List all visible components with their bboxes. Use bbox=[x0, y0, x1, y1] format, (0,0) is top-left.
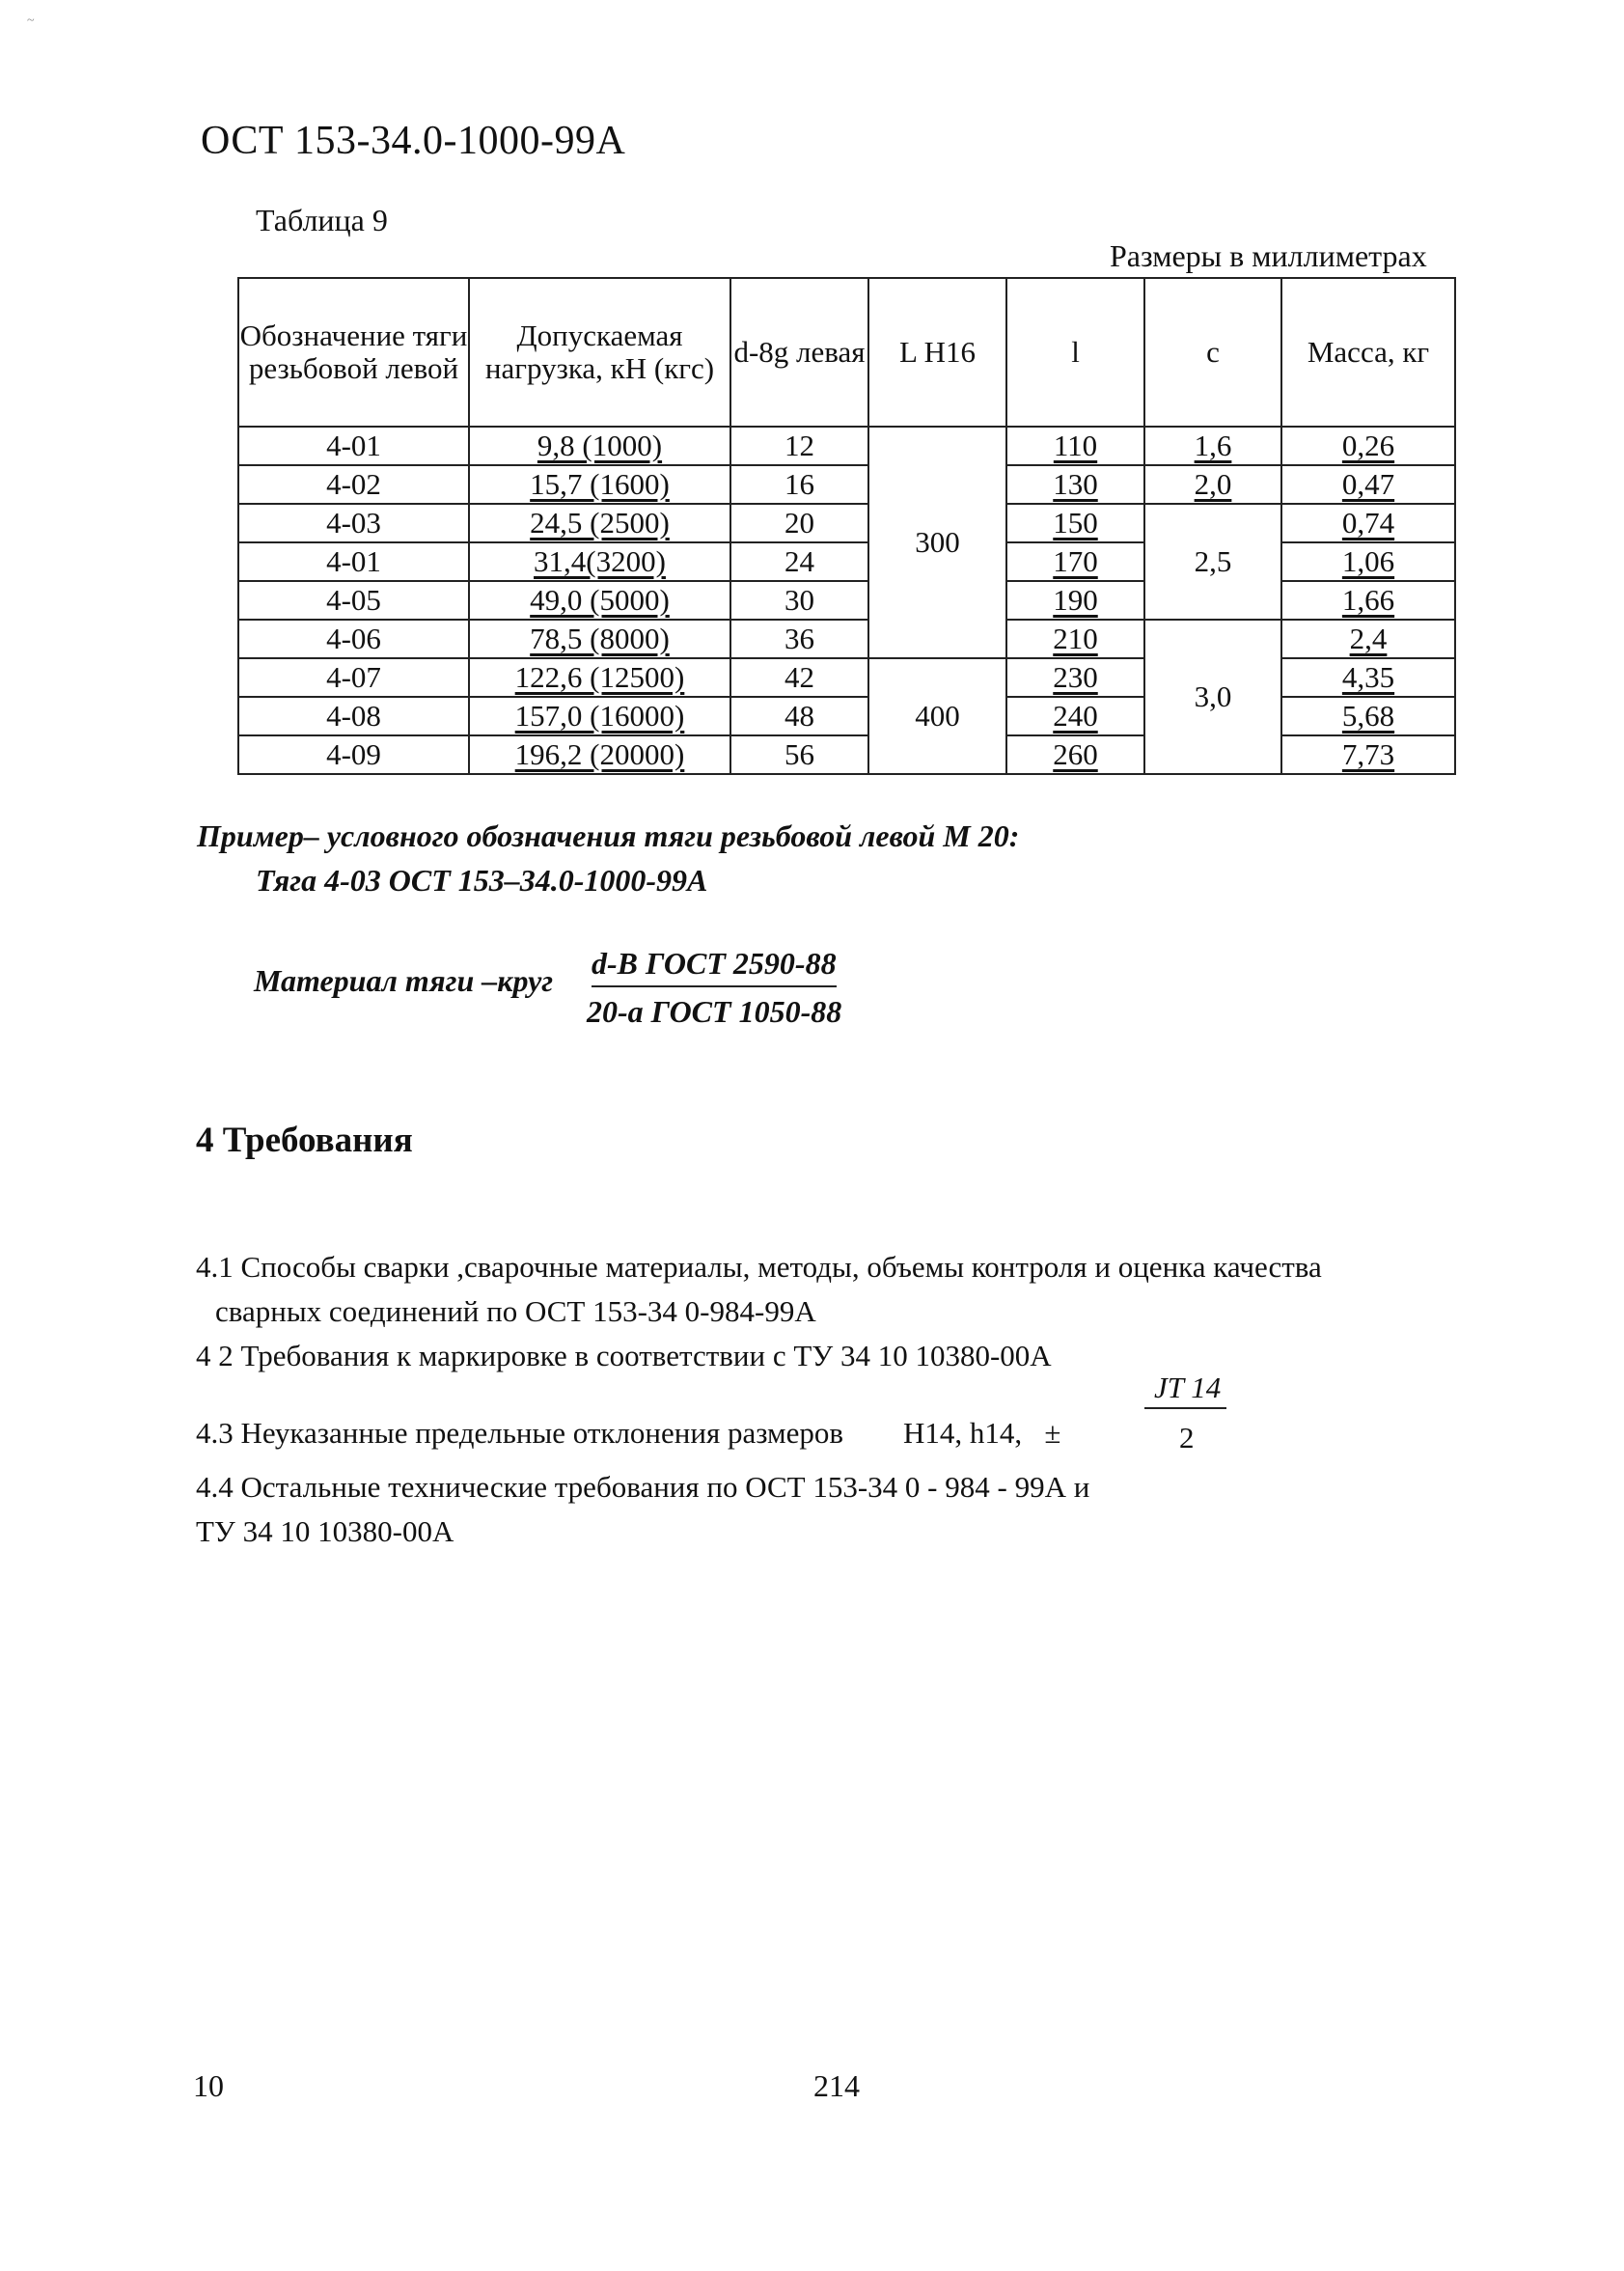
col-header-mass: Масса, кг bbox=[1281, 278, 1455, 427]
cell-mass: 1,66 bbox=[1281, 581, 1455, 620]
cell-l: 190 bbox=[1006, 581, 1144, 620]
cell-l: 110 bbox=[1006, 427, 1144, 465]
cell-designation: 4-08 bbox=[238, 697, 469, 735]
cell-l: 170 bbox=[1006, 542, 1144, 581]
cell-d8g: 24 bbox=[730, 542, 868, 581]
cell-lh16: 300 bbox=[868, 427, 1006, 658]
cell-mass: 5,68 bbox=[1281, 697, 1455, 735]
requirement-4-4-cont: ТУ 34 10 10380-00А bbox=[196, 1514, 454, 1548]
table-title: Таблица 9 bbox=[256, 203, 388, 237]
cell-designation: 4-07 bbox=[238, 658, 469, 697]
units-note: Размеры в миллиметрах bbox=[1110, 238, 1427, 273]
material-numerator: d-В ГОСТ 2590-88 bbox=[592, 946, 837, 987]
cell-load: 78,5 (8000) bbox=[469, 620, 730, 658]
cell-load: 15,7 (1600) bbox=[469, 465, 730, 504]
cell-mass: 0,26 bbox=[1281, 427, 1455, 465]
table-row bbox=[238, 504, 1455, 542]
cell-load: 49,0 (5000) bbox=[469, 581, 730, 620]
cell-mass: 2,4 bbox=[1281, 620, 1455, 658]
table-row bbox=[238, 620, 1455, 658]
col-header-designation: Обозначение тяги резьбовой левой bbox=[238, 278, 469, 427]
cell-designation: 4-06 bbox=[238, 620, 469, 658]
page-number-center: 214 bbox=[813, 2068, 860, 2103]
cell-load: 24,5 (2500) bbox=[469, 504, 730, 542]
cell-l: 240 bbox=[1006, 697, 1144, 735]
scan-mark: ~ bbox=[27, 14, 35, 28]
cell-designation: 4-03 bbox=[238, 504, 469, 542]
cell-c: 3,0 bbox=[1144, 620, 1281, 774]
table-row bbox=[238, 465, 1455, 504]
requirement-4-2: 4 2 Требования к маркировке в соответствии с ТУ 34 10 10380-00А bbox=[196, 1339, 1052, 1372]
cell-d8g: 36 bbox=[730, 620, 868, 658]
example-designation: Тяга 4-03 ОСТ 153–34.0-1000-99А bbox=[256, 863, 708, 898]
cell-lh16: 400 bbox=[868, 658, 1006, 774]
cell-d8g: 48 bbox=[730, 697, 868, 735]
cell-c: 1,6 bbox=[1144, 427, 1281, 465]
document-code: ОСТ 153-34.0-1000-99А bbox=[201, 119, 626, 163]
cell-d8g: 42 bbox=[730, 658, 868, 697]
table-row bbox=[238, 427, 1455, 465]
cell-mass: 0,74 bbox=[1281, 504, 1455, 542]
cell-mass: 0,47 bbox=[1281, 465, 1455, 504]
cell-load: 31,4(3200) bbox=[469, 542, 730, 581]
cell-l: 150 bbox=[1006, 504, 1144, 542]
tolerance-denominator: 2 bbox=[1179, 1421, 1195, 1454]
cell-mass: 4,35 bbox=[1281, 658, 1455, 697]
requirement-4-1-line2: сварных соединений по ОСТ 153-34 0-984-99А bbox=[215, 1294, 816, 1328]
col-header-lh16: L H16 bbox=[868, 278, 1006, 427]
cell-d8g: 16 bbox=[730, 465, 868, 504]
cell-c: 2,0 bbox=[1144, 465, 1281, 504]
cell-d8g: 30 bbox=[730, 581, 868, 620]
data-table bbox=[237, 277, 1456, 775]
requirement-4-1 bbox=[196, 1245, 1450, 1334]
cell-l: 210 bbox=[1006, 620, 1144, 658]
cell-load: 9,8 (1000) bbox=[469, 427, 730, 465]
cell-c: 2,5 bbox=[1144, 504, 1281, 620]
material-denominator: 20-а ГОСТ 1050-88 bbox=[587, 994, 842, 1029]
cell-l: 230 bbox=[1006, 658, 1144, 697]
cell-load: 157,0 (16000) bbox=[469, 697, 730, 735]
cell-l: 130 bbox=[1006, 465, 1144, 504]
cell-designation: 4-01 bbox=[238, 542, 469, 581]
material-label: Материал тяги –круг bbox=[254, 963, 554, 998]
cell-mass: 7,73 bbox=[1281, 735, 1455, 774]
table-header-row bbox=[238, 278, 1455, 427]
col-header-l: l bbox=[1006, 278, 1144, 427]
cell-mass: 1,06 bbox=[1281, 542, 1455, 581]
cell-designation: 4-05 bbox=[238, 581, 469, 620]
cell-d8g: 56 bbox=[730, 735, 868, 774]
cell-load: 196,2 (20000) bbox=[469, 735, 730, 774]
col-header-load: Допускаемая нагрузка, кН (кгс) bbox=[469, 278, 730, 427]
example-caption: Пример– условного обозначения тяги резьбовой левой М 20: bbox=[197, 818, 1020, 853]
cell-d8g: 12 bbox=[730, 427, 868, 465]
tolerance-numerator: JT 14 bbox=[1144, 1371, 1226, 1409]
requirement-4-1-line1: 4.1 Способы сварки ,сварочные материалы, методы, объемы контроля и оценка качества bbox=[196, 1250, 1322, 1284]
cell-designation: 4-02 bbox=[238, 465, 469, 504]
page-number-left: 10 bbox=[193, 2068, 224, 2103]
section-heading: 4 Требования bbox=[196, 1121, 413, 1160]
cell-d8g: 20 bbox=[730, 504, 868, 542]
col-header-c: c bbox=[1144, 278, 1281, 427]
requirement-4-3: 4.3 Неуказанные предельные отклонения размеров H14, h14, ± bbox=[196, 1416, 1061, 1450]
col-header-d8g: d-8g левая bbox=[730, 278, 868, 427]
cell-designation: 4-09 bbox=[238, 735, 469, 774]
cell-load: 122,6 (12500) bbox=[469, 658, 730, 697]
cell-designation: 4-01 bbox=[238, 427, 469, 465]
cell-l: 260 bbox=[1006, 735, 1144, 774]
requirement-4-4: 4.4 Остальные технические требования по ОСТ 153-34 0 - 984 - 99А и bbox=[196, 1470, 1090, 1504]
